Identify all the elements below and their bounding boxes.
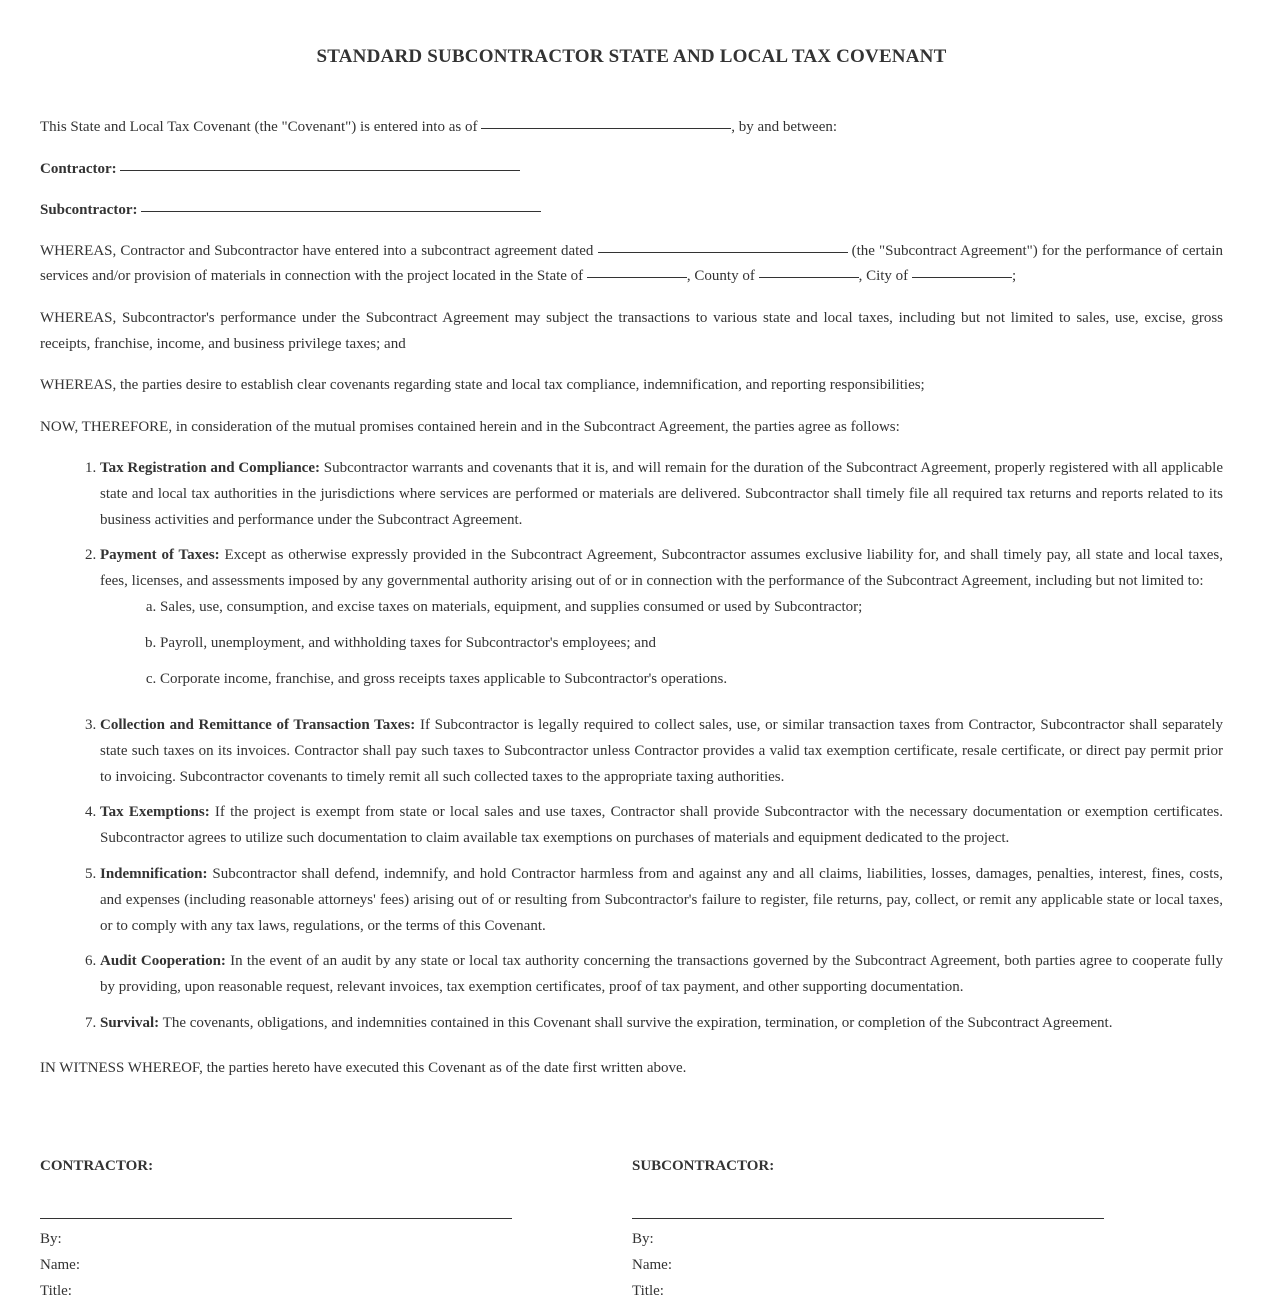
clause-heading: Indemnification: (100, 866, 208, 882)
clause-heading: Tax Exemptions: (100, 804, 210, 820)
sub-clause-list (100, 594, 1223, 692)
clause-text: The covenants, obligations, and indemnities contained in this Covenant shall survive the expiration, termination, or completion of the Subcontract Agreement. (159, 1015, 1113, 1031)
contractor-signature-block (40, 1153, 512, 1304)
contractor-label: Contractor: (40, 161, 117, 177)
clause-text: Subcontractor warrants and covenants that it is, and will remain for the duration of the Subcontract Agreement, properly registered with all applicable state and local tax authorities in the jurisdictions where services are performed or materials are delivered. Subcontractor shall timely file all required tax returns and reports related to its business activities and performance under the Subcontract Agreement. (100, 460, 1223, 528)
subcontractor-name-label: Name: (632, 1257, 672, 1273)
sub-clause-item: b. Payroll, unemployment, and withholding taxes for Subcontractor's employees; and (160, 630, 1223, 656)
clause-text: If Subcontractor is legally required to collect sales, use, or similar transaction taxes from Contractor, Subcontractor shall separately state such taxes on its invoices. Contractor shall pay such taxes to Subcontractor unless Contractor provides a valid tax exemption certificate, resale certificate, or direct pay permit prior to invoicing. Subcontractor covenants to timely remit all such collected taxes to the appropriate taxing authorities. (100, 717, 1224, 785)
clause-item (100, 1010, 1223, 1036)
subcontractor-label: Subcontractor: (40, 202, 138, 218)
subcontractor-signature-line[interactable] (632, 1217, 1104, 1219)
witness-paragraph: IN WITNESS WHEREOF, the parties hereto have executed this Covenant as of the date first written above. (40, 1060, 687, 1076)
intro-text: This State and Local Tax Covenant (the "Covenant") is entered into as of (40, 119, 478, 135)
clause-item (100, 948, 1223, 1000)
clause-text: Except as otherwise expressly provided in the Subcontract Agreement, Subcontractor assumes exclusive liability for, and shall timely pay, all state and local taxes, fees, licenses, and assessments imposed by any governmental authority arising out of or in connection with the performance of the Subcontract Agreement, including but not limited to: (100, 547, 1223, 589)
whereas-paragraph-2: WHEREAS, Subcontractor's performance under the Subcontract Agreement may subject the transactions to various state and local taxes, including but not limited to sales, use, excise, gross receipts, franchise, income, and business privilege taxes; and (40, 310, 1223, 352)
subcontractor-signature-heading: SUBCONTRACTOR: (632, 1158, 775, 1174)
contractor-line (40, 156, 1223, 182)
contractor-name-label: Name: (40, 1257, 80, 1273)
whereas-paragraph-3: WHEREAS, the parties desire to establish clear covenants regarding state and local tax compliance, indemnification, and reporting responsibilities; (40, 377, 925, 393)
clause-heading: Tax Registration and Compliance: (100, 460, 320, 476)
clause-text: Subcontractor shall defend, indemnify, and hold Contractor harmless from and against any and all claims, liabilities, losses, damages, penalties, interest, fines, costs, and expenses (including reasonable attorneys' fees) arising out of or resulting from Subcontractor's failure to register, file returns, pay, collect, or remit any applicable state or local taxes, or to comply with any tax laws, regulations, or the terms of this Covenant. (100, 866, 1223, 934)
intro-text-after: , by and between: (731, 119, 838, 135)
subcontractor-title-label: Title: (632, 1283, 664, 1299)
now-therefore-paragraph: NOW, THEREFORE, in consideration of the mutual promises contained herein and in the Subcontract Agreement, the parties agree as follows: (40, 419, 900, 435)
subcontractor-by-label: By: (632, 1231, 654, 1247)
contractor-by-label: By: (40, 1231, 62, 1247)
subcontractor-signature-block (632, 1153, 1104, 1304)
sub-clause-item: c. Corporate income, franchise, and gross receipts taxes applicable to Subcontractor's operations. (160, 666, 1223, 692)
whereas-1-part-3: , County of (686, 268, 755, 284)
clause-heading: Audit Cooperation: (100, 953, 226, 969)
clause-item (100, 799, 1223, 851)
document-title: STANDARD SUBCONTRACTOR STATE AND LOCAL TAX COVENANT (316, 46, 947, 67)
clause-item (100, 861, 1223, 939)
effective-date-blank[interactable] (481, 127, 731, 129)
subcontractor-line (40, 197, 1223, 223)
clause-heading: Survival: (100, 1015, 160, 1031)
clause-list (40, 455, 1223, 1036)
sub-clause-item: a. Sales, use, consumption, and excise taxes on materials, equipment, and supplies consumed or used by Subcontractor; (160, 594, 1223, 620)
intro-paragraph (40, 114, 1223, 140)
subcontractor-name-blank[interactable] (141, 210, 541, 212)
contractor-signature-heading: CONTRACTOR: (40, 1158, 154, 1174)
whereas-1-part-4: , City of (858, 268, 909, 284)
clause-text: If the project is exempt from state or local sales and use taxes, Contractor shall provide Subcontractor with the necessary documentation or exemption certificates. Subcontractor agrees to utilize such documentation to claim available tax exemptions on purchases of materials and equipment dedicated to the project. (100, 804, 1223, 846)
clause-text: In the event of an audit by any state or local tax authority concerning the transactions governed by the Subcontract Agreement, both parties agree to cooperate fully by providing, upon reasonable request, relevant invoices, tax exemption certificates, proof of tax payment, and other supporting documentation. (100, 953, 1224, 995)
clause-item (100, 542, 1223, 692)
city-blank[interactable] (912, 276, 1012, 278)
whereas-1-part-1: WHEREAS, Contractor and Subcontractor have entered into a subcontract agreement dated (40, 243, 594, 259)
whereas-paragraph-1 (40, 239, 1223, 289)
whereas-1-part-2: (the "Subcontract Agreement") for the performance of certain services and/or provision of materials in connection with the project located in the State of (40, 243, 1224, 284)
agreement-date-blank[interactable] (598, 251, 848, 253)
whereas-1-part-5: ; (1011, 268, 1017, 284)
clause-item (100, 455, 1223, 533)
contractor-title-label: Title: (40, 1283, 72, 1299)
clause-item (100, 712, 1223, 790)
clause-heading: Collection and Remittance of Transaction Taxes: (100, 717, 416, 733)
contractor-signature-line[interactable] (40, 1217, 512, 1219)
county-blank[interactable] (759, 276, 859, 278)
contractor-name-blank[interactable] (120, 169, 520, 171)
state-blank[interactable] (587, 276, 687, 278)
clause-heading: Payment of Taxes: (100, 547, 220, 563)
